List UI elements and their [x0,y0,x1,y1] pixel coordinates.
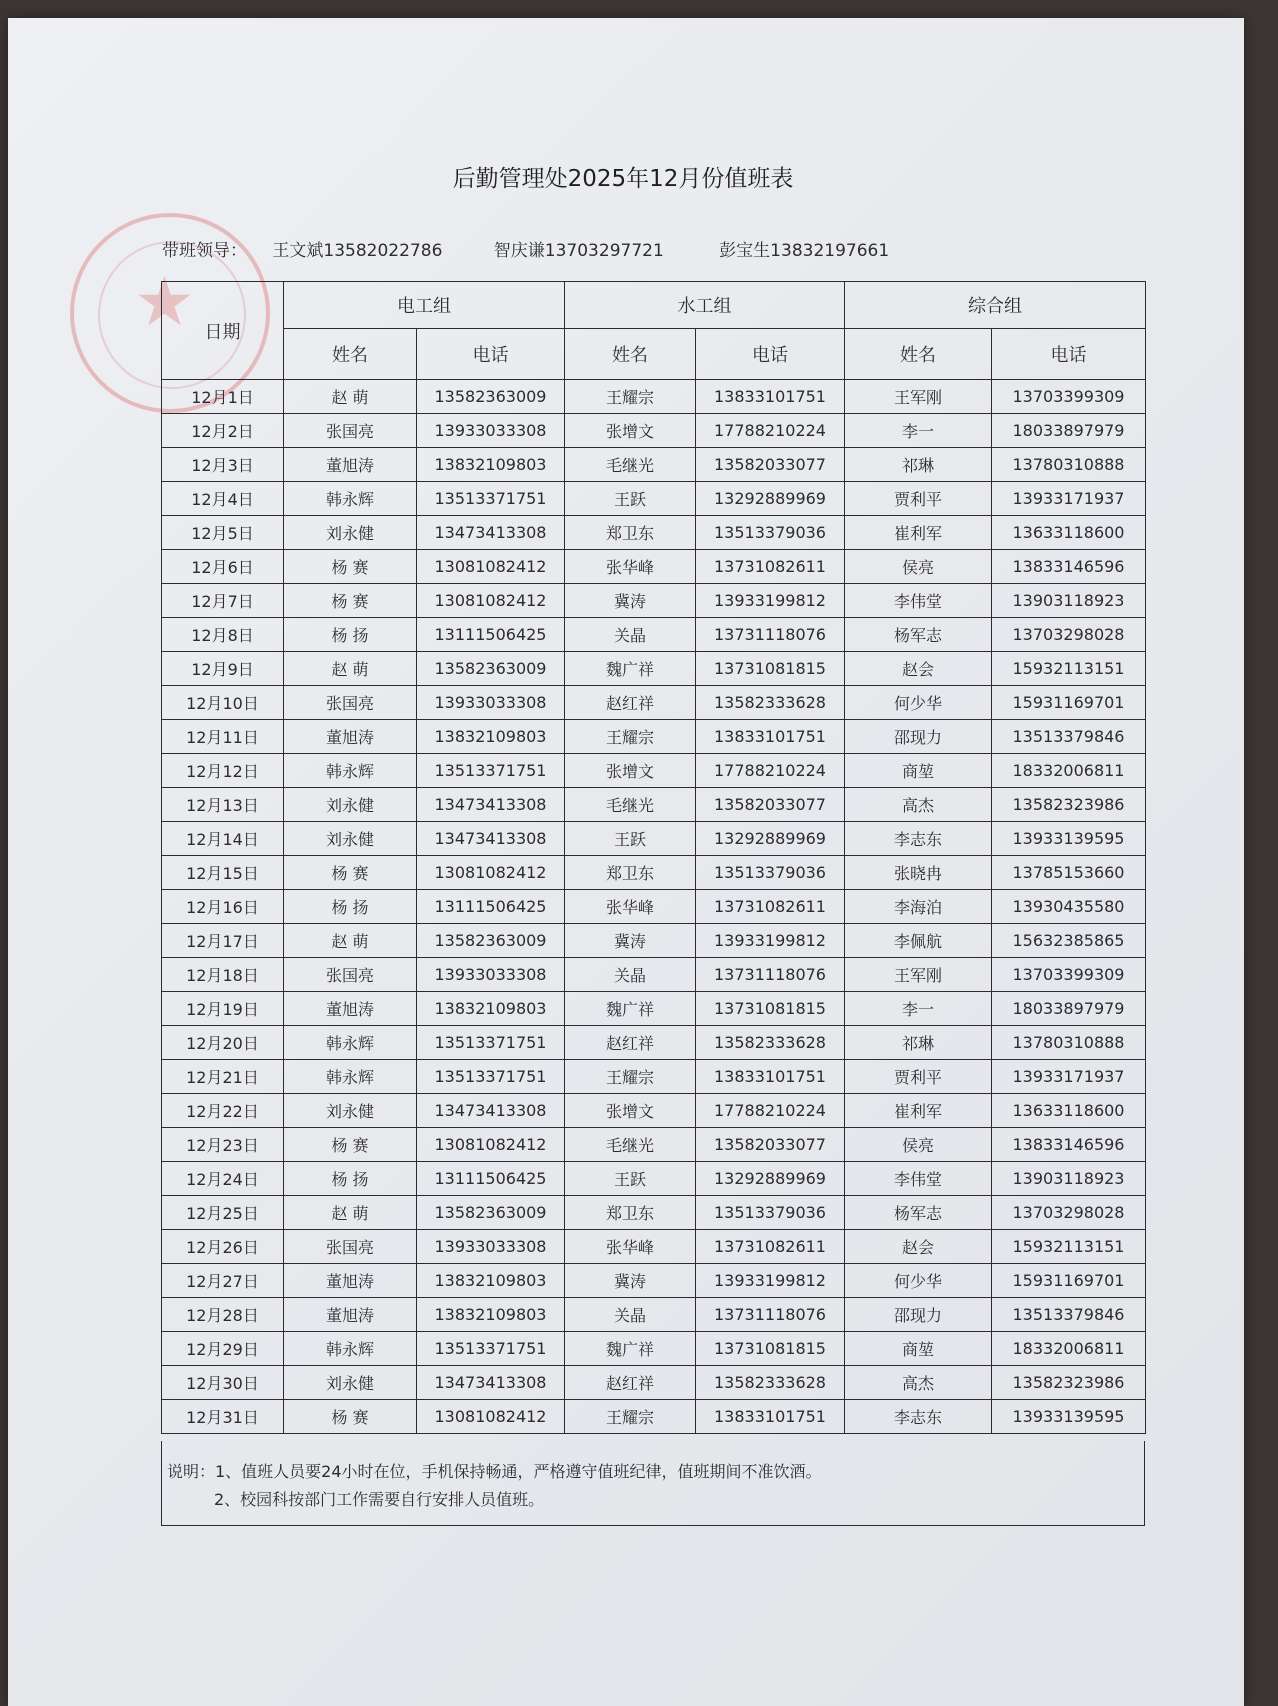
sub-header-phone: 电话 [417,329,565,380]
electrician-name-cell: 杨 扬 [284,1162,417,1196]
table-row [162,652,1146,686]
general-name-cell: 祁琳 [845,1026,992,1060]
table-row [162,1060,1146,1094]
date-cell: 12月5日 [162,516,284,550]
electrician-name-cell: 韩永辉 [284,1060,417,1094]
general-name-cell: 李伟堂 [845,584,992,618]
duty-leader-3: 彭宝生13832197661 [719,241,890,261]
general-phone-cell: 13933171937 [992,1060,1146,1094]
date-column-header: 日期 [162,282,284,380]
plumber-name-cell: 魏广祥 [565,1332,696,1366]
table-row [162,584,1146,618]
electrician-name-cell: 张国亮 [284,414,417,448]
date-cell: 12月9日 [162,652,284,686]
table-row [162,1196,1146,1230]
electrician-phone-cell: 13473413308 [417,788,565,822]
electrician-name-cell: 杨 赛 [284,550,417,584]
plumber-phone-cell: 13933199812 [696,924,845,958]
general-phone-cell: 13933139595 [992,822,1146,856]
date-cell: 12月22日 [162,1094,284,1128]
electrician-phone-cell: 13582363009 [417,1196,565,1230]
plumber-name-cell: 毛继光 [565,448,696,482]
general-phone-cell: 18033897979 [992,414,1146,448]
electrician-name-cell: 张国亮 [284,686,417,720]
general-phone-cell: 15632385865 [992,924,1146,958]
plumber-phone-cell: 13833101751 [696,1060,845,1094]
plumber-phone-cell: 13582333628 [696,1026,845,1060]
electrician-phone-cell: 13081082412 [417,550,565,584]
general-phone-cell: 13785153660 [992,856,1146,890]
plumber-phone-cell: 13731082611 [696,890,845,924]
notes-box [161,1441,1145,1526]
plumber-name-cell: 冀涛 [565,584,696,618]
plumber-phone-cell: 13292889969 [696,1162,845,1196]
general-phone-cell: 15931169701 [992,1264,1146,1298]
date-cell: 12月13日 [162,788,284,822]
plumber-phone-cell: 13933199812 [696,1264,845,1298]
date-cell: 12月3日 [162,448,284,482]
general-phone-cell: 15931169701 [992,686,1146,720]
general-name-cell: 邵现力 [845,720,992,754]
plumber-phone-cell: 13933199812 [696,584,845,618]
plumber-name-cell: 毛继光 [565,788,696,822]
electrician-name-cell: 杨 扬 [284,890,417,924]
electrician-name-cell: 张国亮 [284,958,417,992]
electrician-name-cell: 张国亮 [284,1230,417,1264]
plumber-name-cell: 王耀宗 [565,1400,696,1434]
roster-body [162,380,1146,1434]
electrician-phone-cell: 13832109803 [417,720,565,754]
electrician-phone-cell: 13933033308 [417,1230,565,1264]
electrician-name-cell: 杨 扬 [284,618,417,652]
duty-leader-1: 王文斌13582022786 [272,241,443,261]
group-header-plumber: 水工组 [565,282,845,329]
date-cell: 12月29日 [162,1332,284,1366]
general-name-cell: 侯亮 [845,1128,992,1162]
electrician-name-cell: 刘永健 [284,1094,417,1128]
sub-header-name: 姓名 [284,329,417,380]
electrician-name-cell: 韩永辉 [284,1026,417,1060]
electrician-name-cell: 杨 赛 [284,1128,417,1162]
general-phone-cell: 13703399309 [992,958,1146,992]
electrician-name-cell: 杨 赛 [284,584,417,618]
electrician-phone-cell: 13513371751 [417,1026,565,1060]
date-cell: 12月10日 [162,686,284,720]
date-cell: 12月31日 [162,1400,284,1434]
plumber-phone-cell: 13731081815 [696,992,845,1026]
general-name-cell: 李海泊 [845,890,992,924]
plumber-phone-cell: 13731118076 [696,1298,845,1332]
document-title: 后勤管理处2025年12月份值班表 [452,166,794,192]
table-row [162,380,1146,414]
general-phone-cell: 15932113151 [992,652,1146,686]
electrician-name-cell: 赵 萌 [284,924,417,958]
plumber-name-cell: 王耀宗 [565,380,696,414]
plumber-name-cell: 王跃 [565,482,696,516]
general-phone-cell: 13903118923 [992,584,1146,618]
electrician-phone-cell: 13081082412 [417,856,565,890]
plumber-name-cell: 郑卫东 [565,1196,696,1230]
plumber-name-cell: 关晶 [565,618,696,652]
plumber-phone-cell: 13833101751 [696,1400,845,1434]
table-row [162,1026,1146,1060]
electrician-phone-cell: 13081082412 [417,584,565,618]
sub-header-phone: 电话 [992,329,1146,380]
table-row [162,1230,1146,1264]
electrician-name-cell: 韩永辉 [284,482,417,516]
date-cell: 12月1日 [162,380,284,414]
electrician-phone-cell: 13111506425 [417,618,565,652]
electrician-name-cell: 赵 萌 [284,652,417,686]
electrician-phone-cell: 13473413308 [417,516,565,550]
plumber-name-cell: 张增文 [565,1094,696,1128]
table-row [162,516,1146,550]
date-cell: 12月15日 [162,856,284,890]
plumber-phone-cell: 17788210224 [696,1094,845,1128]
plumber-phone-cell: 13513379036 [696,1196,845,1230]
duty-roster-table [161,281,1146,1434]
note-line-1: 说明：1、值班人员要24小时在位，手机保持畅通，严格遵守值班纪律，值班期间不准饮酒。 [167,1462,822,1481]
group-header-electrician: 电工组 [284,282,565,329]
date-cell: 12月20日 [162,1026,284,1060]
general-name-cell: 赵会 [845,1230,992,1264]
date-cell: 12月14日 [162,822,284,856]
general-phone-cell: 13933139595 [992,1400,1146,1434]
general-phone-cell: 18033897979 [992,992,1146,1026]
general-name-cell: 高杰 [845,788,992,822]
electrician-phone-cell: 13473413308 [417,1094,565,1128]
date-cell: 12月16日 [162,890,284,924]
general-phone-cell: 13780310888 [992,1026,1146,1060]
plumber-phone-cell: 17788210224 [696,414,845,448]
plumber-phone-cell: 13833101751 [696,720,845,754]
table-row [162,482,1146,516]
date-cell: 12月2日 [162,414,284,448]
electrician-phone-cell: 13582363009 [417,380,565,414]
group-header-general: 综合组 [845,282,1146,329]
electrician-name-cell: 董旭涛 [284,448,417,482]
plumber-phone-cell: 13731118076 [696,958,845,992]
table-row [162,822,1146,856]
plumber-name-cell: 郑卫东 [565,516,696,550]
electrician-phone-cell: 13081082412 [417,1400,565,1434]
plumber-name-cell: 冀涛 [565,924,696,958]
general-name-cell: 侯亮 [845,550,992,584]
plumber-name-cell: 关晶 [565,1298,696,1332]
table-row [162,1264,1146,1298]
plumber-phone-cell: 13731081815 [696,1332,845,1366]
electrician-name-cell: 韩永辉 [284,754,417,788]
date-cell: 12月28日 [162,1298,284,1332]
table-row [162,1332,1146,1366]
general-phone-cell: 13633118600 [992,516,1146,550]
electrician-name-cell: 刘永健 [284,516,417,550]
electrician-phone-cell: 13111506425 [417,890,565,924]
general-name-cell: 张晓冉 [845,856,992,890]
general-phone-cell: 13513379846 [992,1298,1146,1332]
electrician-phone-cell: 13513371751 [417,482,565,516]
general-name-cell: 贾利平 [845,1060,992,1094]
sub-header-name: 姓名 [845,329,992,380]
date-cell: 12月30日 [162,1366,284,1400]
date-cell: 12月11日 [162,720,284,754]
electrician-phone-cell: 13832109803 [417,992,565,1026]
table-row [162,992,1146,1026]
electrician-phone-cell: 13832109803 [417,1264,565,1298]
plumber-phone-cell: 13731118076 [696,618,845,652]
table-row [162,1162,1146,1196]
electrician-phone-cell: 13513371751 [417,1060,565,1094]
plumber-name-cell: 王跃 [565,1162,696,1196]
plumber-name-cell: 王跃 [565,822,696,856]
general-phone-cell: 18332006811 [992,1332,1146,1366]
plumber-phone-cell: 13582033077 [696,788,845,822]
plumber-name-cell: 冀涛 [565,1264,696,1298]
duty-leaders-line [162,236,889,261]
table-row [162,1094,1146,1128]
electrician-phone-cell: 13111506425 [417,1162,565,1196]
general-name-cell: 贾利平 [845,482,992,516]
plumber-phone-cell: 13582033077 [696,1128,845,1162]
plumber-name-cell: 赵红祥 [565,1026,696,1060]
electrician-phone-cell: 13933033308 [417,686,565,720]
general-name-cell: 李一 [845,992,992,1026]
table-row [162,924,1146,958]
electrician-phone-cell: 13582363009 [417,924,565,958]
plumber-name-cell: 赵红祥 [565,686,696,720]
plumber-name-cell: 张华峰 [565,890,696,924]
date-cell: 12月17日 [162,924,284,958]
table-row [162,550,1146,584]
date-cell: 12月23日 [162,1128,284,1162]
general-phone-cell: 13903118923 [992,1162,1146,1196]
plumber-name-cell: 赵红祥 [565,1366,696,1400]
plumber-name-cell: 魏广祥 [565,992,696,1026]
electrician-name-cell: 董旭涛 [284,720,417,754]
general-name-cell: 何少华 [845,686,992,720]
plumber-phone-cell: 13582333628 [696,1366,845,1400]
plumber-name-cell: 张增文 [565,414,696,448]
electrician-name-cell: 刘永健 [284,822,417,856]
date-cell: 12月8日 [162,618,284,652]
plumber-phone-cell: 13731082611 [696,550,845,584]
table-row [162,618,1146,652]
general-name-cell: 赵会 [845,652,992,686]
plumber-name-cell: 关晶 [565,958,696,992]
general-name-cell: 李伟堂 [845,1162,992,1196]
general-name-cell: 祁琳 [845,448,992,482]
table-row [162,1400,1146,1434]
table-row [162,414,1146,448]
table-row [162,1128,1146,1162]
plumber-phone-cell: 13833101751 [696,380,845,414]
date-cell: 12月25日 [162,1196,284,1230]
date-cell: 12月26日 [162,1230,284,1264]
general-name-cell: 李志东 [845,822,992,856]
table-row [162,686,1146,720]
general-name-cell: 崔利军 [845,516,992,550]
general-name-cell: 商堃 [845,754,992,788]
general-phone-cell: 13933171937 [992,482,1146,516]
electrician-phone-cell: 13933033308 [417,958,565,992]
general-name-cell: 高杰 [845,1366,992,1400]
electrician-name-cell: 赵 萌 [284,380,417,414]
general-phone-cell: 13703298028 [992,618,1146,652]
electrician-phone-cell: 13832109803 [417,448,565,482]
general-phone-cell: 13633118600 [992,1094,1146,1128]
electrician-phone-cell: 13513371751 [417,1332,565,1366]
plumber-name-cell: 张华峰 [565,550,696,584]
date-cell: 12月12日 [162,754,284,788]
plumber-name-cell: 王耀宗 [565,720,696,754]
general-phone-cell: 15932113151 [992,1230,1146,1264]
date-cell: 12月7日 [162,584,284,618]
table-row [162,754,1146,788]
general-phone-cell: 13930435580 [992,890,1146,924]
electrician-name-cell: 刘永健 [284,788,417,822]
plumber-phone-cell: 13292889969 [696,482,845,516]
plumber-phone-cell: 13513379036 [696,516,845,550]
electrician-phone-cell: 13473413308 [417,1366,565,1400]
general-phone-cell: 13703298028 [992,1196,1146,1230]
plumber-phone-cell: 13513379036 [696,856,845,890]
duty-leaders-label: 带班领导： [162,241,247,261]
general-phone-cell: 13833146596 [992,1128,1146,1162]
note-line-2: 2、校园科按部门工作需要自行安排人员值班。 [214,1490,545,1509]
general-name-cell: 杨军志 [845,1196,992,1230]
date-cell: 12月19日 [162,992,284,1026]
plumber-name-cell: 张华峰 [565,1230,696,1264]
plumber-name-cell: 郑卫东 [565,856,696,890]
plumber-phone-cell: 13292889969 [696,822,845,856]
general-name-cell: 邵现力 [845,1298,992,1332]
general-phone-cell: 13703399309 [992,380,1146,414]
electrician-name-cell: 韩永辉 [284,1332,417,1366]
general-name-cell: 李佩航 [845,924,992,958]
table-row [162,720,1146,754]
table-row [162,448,1146,482]
electrician-name-cell: 董旭涛 [284,1298,417,1332]
general-name-cell: 王军刚 [845,380,992,414]
plumber-name-cell: 魏广祥 [565,652,696,686]
table-row [162,788,1146,822]
electrician-name-cell: 杨 赛 [284,1400,417,1434]
general-name-cell: 杨军志 [845,618,992,652]
electrician-phone-cell: 13832109803 [417,1298,565,1332]
date-cell: 12月6日 [162,550,284,584]
general-phone-cell: 13513379846 [992,720,1146,754]
general-name-cell: 何少华 [845,1264,992,1298]
date-cell: 12月4日 [162,482,284,516]
plumber-phone-cell: 13731081815 [696,652,845,686]
general-phone-cell: 18332006811 [992,754,1146,788]
table-row [162,890,1146,924]
sub-header-name: 姓名 [565,329,696,380]
electrician-name-cell: 赵 萌 [284,1196,417,1230]
date-cell: 12月18日 [162,958,284,992]
plumber-name-cell: 毛继光 [565,1128,696,1162]
electrician-phone-cell: 13933033308 [417,414,565,448]
general-name-cell: 王军刚 [845,958,992,992]
table-row [162,1298,1146,1332]
plumber-name-cell: 张增文 [565,754,696,788]
date-cell: 12月27日 [162,1264,284,1298]
plumber-phone-cell: 13582333628 [696,686,845,720]
plumber-phone-cell: 17788210224 [696,754,845,788]
electrician-phone-cell: 13473413308 [417,822,565,856]
date-cell: 12月21日 [162,1060,284,1094]
general-name-cell: 李志东 [845,1400,992,1434]
general-name-cell: 崔利军 [845,1094,992,1128]
electrician-phone-cell: 13513371751 [417,754,565,788]
electrician-phone-cell: 13582363009 [417,652,565,686]
electrician-phone-cell: 13081082412 [417,1128,565,1162]
duty-leader-2: 智庆谦13703297721 [493,241,664,261]
electrician-name-cell: 董旭涛 [284,1264,417,1298]
plumber-phone-cell: 13731082611 [696,1230,845,1264]
general-phone-cell: 13582323986 [992,1366,1146,1400]
table-row [162,1366,1146,1400]
general-phone-cell: 13780310888 [992,448,1146,482]
electrician-name-cell: 刘永健 [284,1366,417,1400]
plumber-phone-cell: 13582033077 [696,448,845,482]
table-row [162,958,1146,992]
plumber-name-cell: 王耀宗 [565,1060,696,1094]
general-phone-cell: 13582323986 [992,788,1146,822]
electrician-name-cell: 杨 赛 [284,856,417,890]
seal-star-icon: ★ [134,263,195,342]
date-cell: 12月24日 [162,1162,284,1196]
sub-header-phone: 电话 [696,329,845,380]
electrician-name-cell: 董旭涛 [284,992,417,1026]
general-name-cell: 商堃 [845,1332,992,1366]
general-phone-cell: 13833146596 [992,550,1146,584]
table-row [162,856,1146,890]
general-name-cell: 李一 [845,414,992,448]
